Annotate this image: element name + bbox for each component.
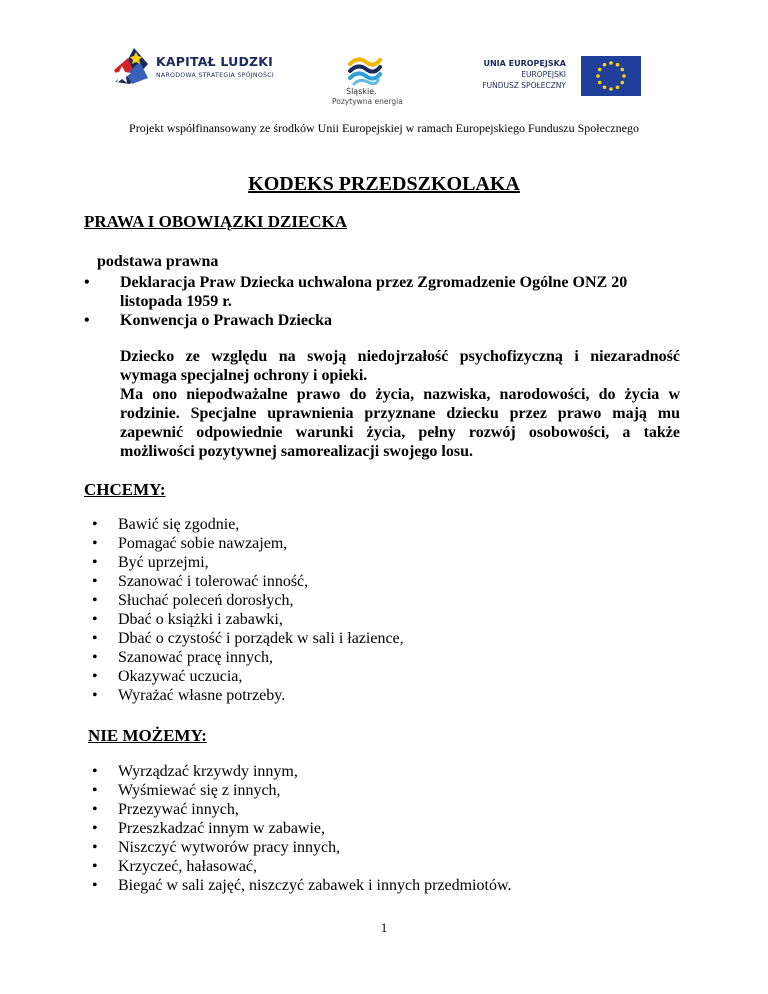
cannot-list	[92, 762, 511, 895]
list-item	[92, 648, 404, 667]
bullet: •	[84, 274, 90, 291]
list-item	[92, 819, 511, 838]
list-item	[92, 781, 511, 800]
list-item	[92, 800, 511, 819]
document-title: KODEKS PRZEDSZKOLAKA	[248, 173, 520, 195]
bullet: •	[92, 687, 98, 704]
list-item	[84, 311, 684, 330]
legal-basis-list	[84, 273, 684, 330]
bullet: •	[92, 858, 98, 875]
eu-flag-icon	[581, 56, 641, 96]
section-heading-want: CHCEMY:	[84, 480, 166, 499]
want-item: Dbać o czystość i porządek w sali i łazience,	[118, 630, 404, 647]
bullet: •	[92, 516, 98, 533]
kapital-ludzki-emblem-icon	[112, 44, 152, 86]
bullet: •	[92, 763, 98, 780]
list-item	[92, 629, 404, 648]
want-item: Szanować pracę innych,	[118, 649, 274, 666]
cannot-item: Biegać w sali zajęć, niszczyć zabawek i innych przedmiotów.	[118, 877, 512, 894]
cannot-item: Przezywać innych,	[118, 801, 239, 818]
bullet: •	[92, 592, 98, 609]
kapital-ludzki-subtitle: NARODOWA STRATEGIA SPÓJNOŚCI	[156, 72, 274, 79]
slaskie-name: Śląskie.	[346, 87, 377, 96]
paragraph-rights: Ma ono niepodważalne prawo do życia, nazwiska, narodowości, do życia w rodzinie. Specjalne uprawnienia przyznane dziecku przez prawo mają mu zapewnić odpowiednie warunki życia, pełny rozwój osobowości, a także możliwości pozytywnej samorealizacji swojego losu.	[120, 386, 680, 460]
kapital-ludzki-title: KAPITAŁ LUDZKI	[156, 54, 274, 69]
project-cofinancing-note: Projekt współfinansowany ze środków Unii Europejskiej w ramach Europejskiego Funduszu Społecznego	[129, 121, 639, 135]
list-item	[92, 857, 511, 876]
paragraph-protection: Dziecko ze względu na swoją niedojrzałość psychofizyczną i niezaradność wymaga specjalnej ochrony i opieki.	[120, 348, 680, 384]
bullet: •	[92, 611, 98, 628]
list-item	[92, 591, 404, 610]
want-item: Dbać o książki i zabawki,	[118, 611, 283, 628]
kapital-ludzki-logo	[112, 44, 352, 92]
legal-basis-label: podstawa prawna	[97, 253, 219, 270]
bullet: •	[92, 535, 98, 552]
bullet: •	[84, 312, 90, 329]
bullet: •	[92, 573, 98, 590]
section-heading-rights: PRAWA I OBOWIĄZKI DZIECKA	[84, 212, 348, 231]
want-item: Wyrażać własne potrzeby.	[118, 687, 286, 704]
list-item	[92, 534, 404, 553]
want-item: Szanować i tolerować inność,	[118, 573, 309, 590]
page-number: 1	[380, 920, 388, 935]
list-item	[92, 762, 511, 781]
eu-fund-line1: EUROPEJSKI	[521, 70, 566, 79]
cannot-item: Krzyczeć, hałasować,	[118, 858, 258, 875]
want-item: Być uprzejmi,	[118, 554, 209, 571]
legal-basis-item: Deklaracja Praw Dziecka uchwalona przez Zgromadzenie Ogólne ONZ 20 listopada 1959 r.	[120, 274, 628, 310]
cannot-item: Przeszkadzać innym w zabawie,	[118, 820, 326, 837]
bullet: •	[92, 668, 98, 685]
bullet: •	[92, 554, 98, 571]
list-item	[92, 553, 404, 572]
list-item	[92, 686, 404, 705]
want-item: Pomagać sobie nawzajem,	[118, 535, 288, 552]
rights-paragraphs	[120, 347, 680, 461]
slaskie-logo	[318, 54, 414, 110]
bullet: •	[92, 820, 98, 837]
want-item: Okazywać uczucia,	[118, 668, 243, 685]
eu-text	[482, 58, 566, 91]
legal-basis-item: Konwencja o Prawach Dziecka	[120, 312, 332, 329]
eu-logo	[470, 54, 650, 98]
list-item	[92, 838, 511, 857]
want-list	[92, 515, 404, 705]
bullet: •	[92, 877, 98, 894]
cannot-item: Wyrządzać krzywdy innym,	[118, 763, 298, 780]
slaskie-tagline: Pozytywna energia	[332, 97, 403, 106]
list-item	[92, 515, 404, 534]
list-item	[92, 610, 404, 629]
want-item: Słuchać poleceń dorosłych,	[118, 592, 294, 609]
bullet: •	[92, 839, 98, 856]
bullet: •	[92, 649, 98, 666]
list-item	[92, 572, 404, 591]
bullet: •	[92, 782, 98, 799]
list-item	[92, 667, 404, 686]
cannot-item: Niszczyć wytworów pracy innych,	[118, 839, 341, 856]
section-heading-cannot: NIE MOŻEMY:	[88, 726, 207, 745]
eu-fund-line2: FUNDUSZ SPOŁECZNY	[482, 81, 566, 90]
bullet: •	[92, 801, 98, 818]
cannot-item: Wyśmiewać się z innych,	[118, 782, 281, 799]
bullet: •	[92, 630, 98, 647]
eu-title: UNIA EUROPEJSKA	[483, 59, 566, 68]
slaskie-waves-icon	[346, 54, 382, 86]
want-item: Bawić się zgodnie,	[118, 516, 240, 533]
list-item	[92, 876, 511, 895]
list-item	[84, 273, 684, 311]
